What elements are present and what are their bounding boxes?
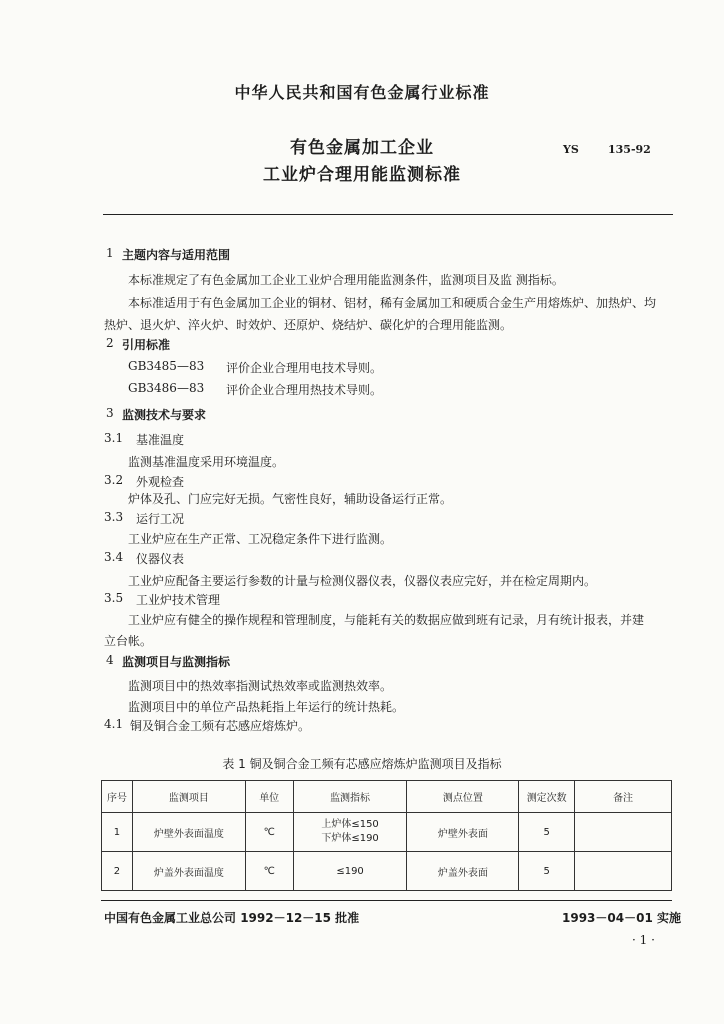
header-location: 测点位置 bbox=[407, 781, 519, 813]
subsection-3-1-number: 3.1 bbox=[104, 431, 124, 445]
section-1-title: 主题内容与适用范围 bbox=[122, 248, 231, 262]
subsection-3-1-text: 监测基准温度采用环境温度。 bbox=[128, 455, 285, 469]
issue-statement bbox=[104, 909, 359, 926]
table-row bbox=[102, 852, 672, 891]
cell-index bbox=[293, 813, 407, 852]
subsection-3-5-text-a: 工业炉应有健全的操作规程和管理制度，与能耗有关的数据应做到班有记录，月有统计报表，并建 bbox=[128, 613, 645, 627]
cell-item: 炉壁外表面温度 bbox=[132, 813, 245, 852]
section-4-title: 监测项目与监测指标 bbox=[122, 655, 231, 669]
section-3-number: 3 bbox=[106, 406, 114, 420]
section-1-para-1: 本标准规定了有色金属加工企业工业炉合理用能监测条件，监测项目及监 测指标。 bbox=[128, 273, 564, 287]
subsection-3-3-number: 3.3 bbox=[104, 510, 124, 524]
cell-location: 炉壁外表面 bbox=[407, 813, 519, 852]
header-index: 监测指标 bbox=[293, 781, 407, 813]
section-4-para-1: 监测项目中的热效率指测试热效率或监测热效率。 bbox=[128, 679, 393, 693]
issue-date: 1992－12－15 批准 bbox=[240, 911, 360, 925]
cell-item: 炉盖外表面温度 bbox=[132, 852, 245, 891]
page-number: · 1 · bbox=[632, 933, 655, 947]
subsection-3-2-text: 炉体及孔、门应完好无损。气密性良好，辅助设备运行正常。 bbox=[128, 492, 453, 506]
reference-2-code: GB3486—83 bbox=[128, 381, 205, 395]
section-1-para-2b: 热炉、退火炉、淬火炉、时效炉、还原炉、烧结炉、碳化炉的合理用能监测。 bbox=[104, 318, 513, 332]
subsection-3-5-text-b: 立台帐。 bbox=[104, 634, 153, 648]
cell-index-line2: 下炉体≤190 bbox=[321, 833, 379, 844]
cell-index: ≤190 bbox=[293, 852, 407, 891]
cell-location: 炉盖外表面 bbox=[407, 852, 519, 891]
subsection-3-5-title: 工业炉技术管理 bbox=[136, 593, 221, 607]
section-1-para-2a: 本标准适用于有色金属加工企业的铜材、铝材，稀有金属加工和硬质合金生产用熔炼炉、加热炉、均 bbox=[128, 296, 657, 310]
header-unit: 单位 bbox=[245, 781, 293, 813]
subsection-3-5-number: 3.5 bbox=[104, 591, 124, 605]
effective-date: 1993－04－01 实施 bbox=[562, 911, 681, 925]
subsection-3-2-number: 3.2 bbox=[104, 473, 124, 487]
reference-1-code: GB3485—83 bbox=[128, 359, 205, 373]
table-header-row bbox=[102, 781, 672, 813]
section-4-number: 4 bbox=[106, 653, 114, 667]
header-remark: 备注 bbox=[575, 781, 672, 813]
section-2-number: 2 bbox=[106, 336, 114, 350]
table-1-caption: 表 1 铜及铜合金工频有芯感应熔炼炉监测项目及指标 bbox=[222, 757, 502, 771]
subsection-3-2-title: 外观检查 bbox=[136, 475, 185, 489]
subsection-3-1-title: 基准温度 bbox=[136, 433, 185, 447]
header-divider bbox=[103, 214, 673, 215]
section-2-title: 引用标准 bbox=[122, 338, 171, 352]
section-3-title: 监测技术与要求 bbox=[122, 408, 207, 422]
standard-code-prefix: YS bbox=[563, 143, 579, 156]
subsection-3-4-number: 3.4 bbox=[104, 550, 124, 564]
reference-2-title: 评价企业合理用热技术导则。 bbox=[226, 383, 383, 397]
cell-remark bbox=[575, 813, 672, 852]
subsection-3-4-title: 仪器仪表 bbox=[136, 552, 185, 566]
reference-1-title: 评价企业合理用电技术导则。 bbox=[226, 361, 383, 375]
document-title-line1: 有色金属加工企业 bbox=[290, 138, 434, 158]
table-1 bbox=[101, 780, 672, 891]
cell-no: 1 bbox=[102, 813, 133, 852]
cell-no: 2 bbox=[102, 852, 133, 891]
cell-index-line1: 上炉体≤150 bbox=[321, 819, 379, 830]
cell-unit: ℃ bbox=[245, 813, 293, 852]
cell-unit: ℃ bbox=[245, 852, 293, 891]
section-4-para-2: 监测项目中的单位产品热耗指上年运行的统计热耗。 bbox=[128, 700, 405, 714]
standard-category-title: 中华人民共和国有色金属行业标准 bbox=[234, 83, 490, 102]
subsection-3-3-text: 工业炉应在生产正常、工况稳定条件下进行监测。 bbox=[128, 532, 393, 546]
cell-remark bbox=[575, 852, 672, 891]
subsection-3-3-title: 运行工况 bbox=[136, 512, 185, 526]
subsection-3-4-text: 工业炉应配备主要运行参数的计量与检测仪器仪表，仪器仪表应完好，并在检定周期内。 bbox=[128, 574, 597, 588]
subsection-4-1-number: 4.1 bbox=[104, 717, 124, 731]
cell-times: 5 bbox=[519, 813, 575, 852]
document-title-line2: 工业炉合理用能监测标准 bbox=[263, 165, 461, 185]
issuer: 中国有色金属工业总公司 bbox=[104, 911, 237, 925]
section-1-number: 1 bbox=[106, 246, 114, 260]
subsection-4-1-title: 铜及铜合金工频有芯感应熔炼炉。 bbox=[130, 719, 311, 733]
table-row bbox=[102, 813, 672, 852]
header-item: 监测项目 bbox=[132, 781, 245, 813]
header-no: 序号 bbox=[102, 781, 133, 813]
header-times: 测定次数 bbox=[519, 781, 575, 813]
standard-code-number: 135-92 bbox=[608, 143, 651, 156]
footer-divider bbox=[101, 900, 672, 901]
cell-times: 5 bbox=[519, 852, 575, 891]
